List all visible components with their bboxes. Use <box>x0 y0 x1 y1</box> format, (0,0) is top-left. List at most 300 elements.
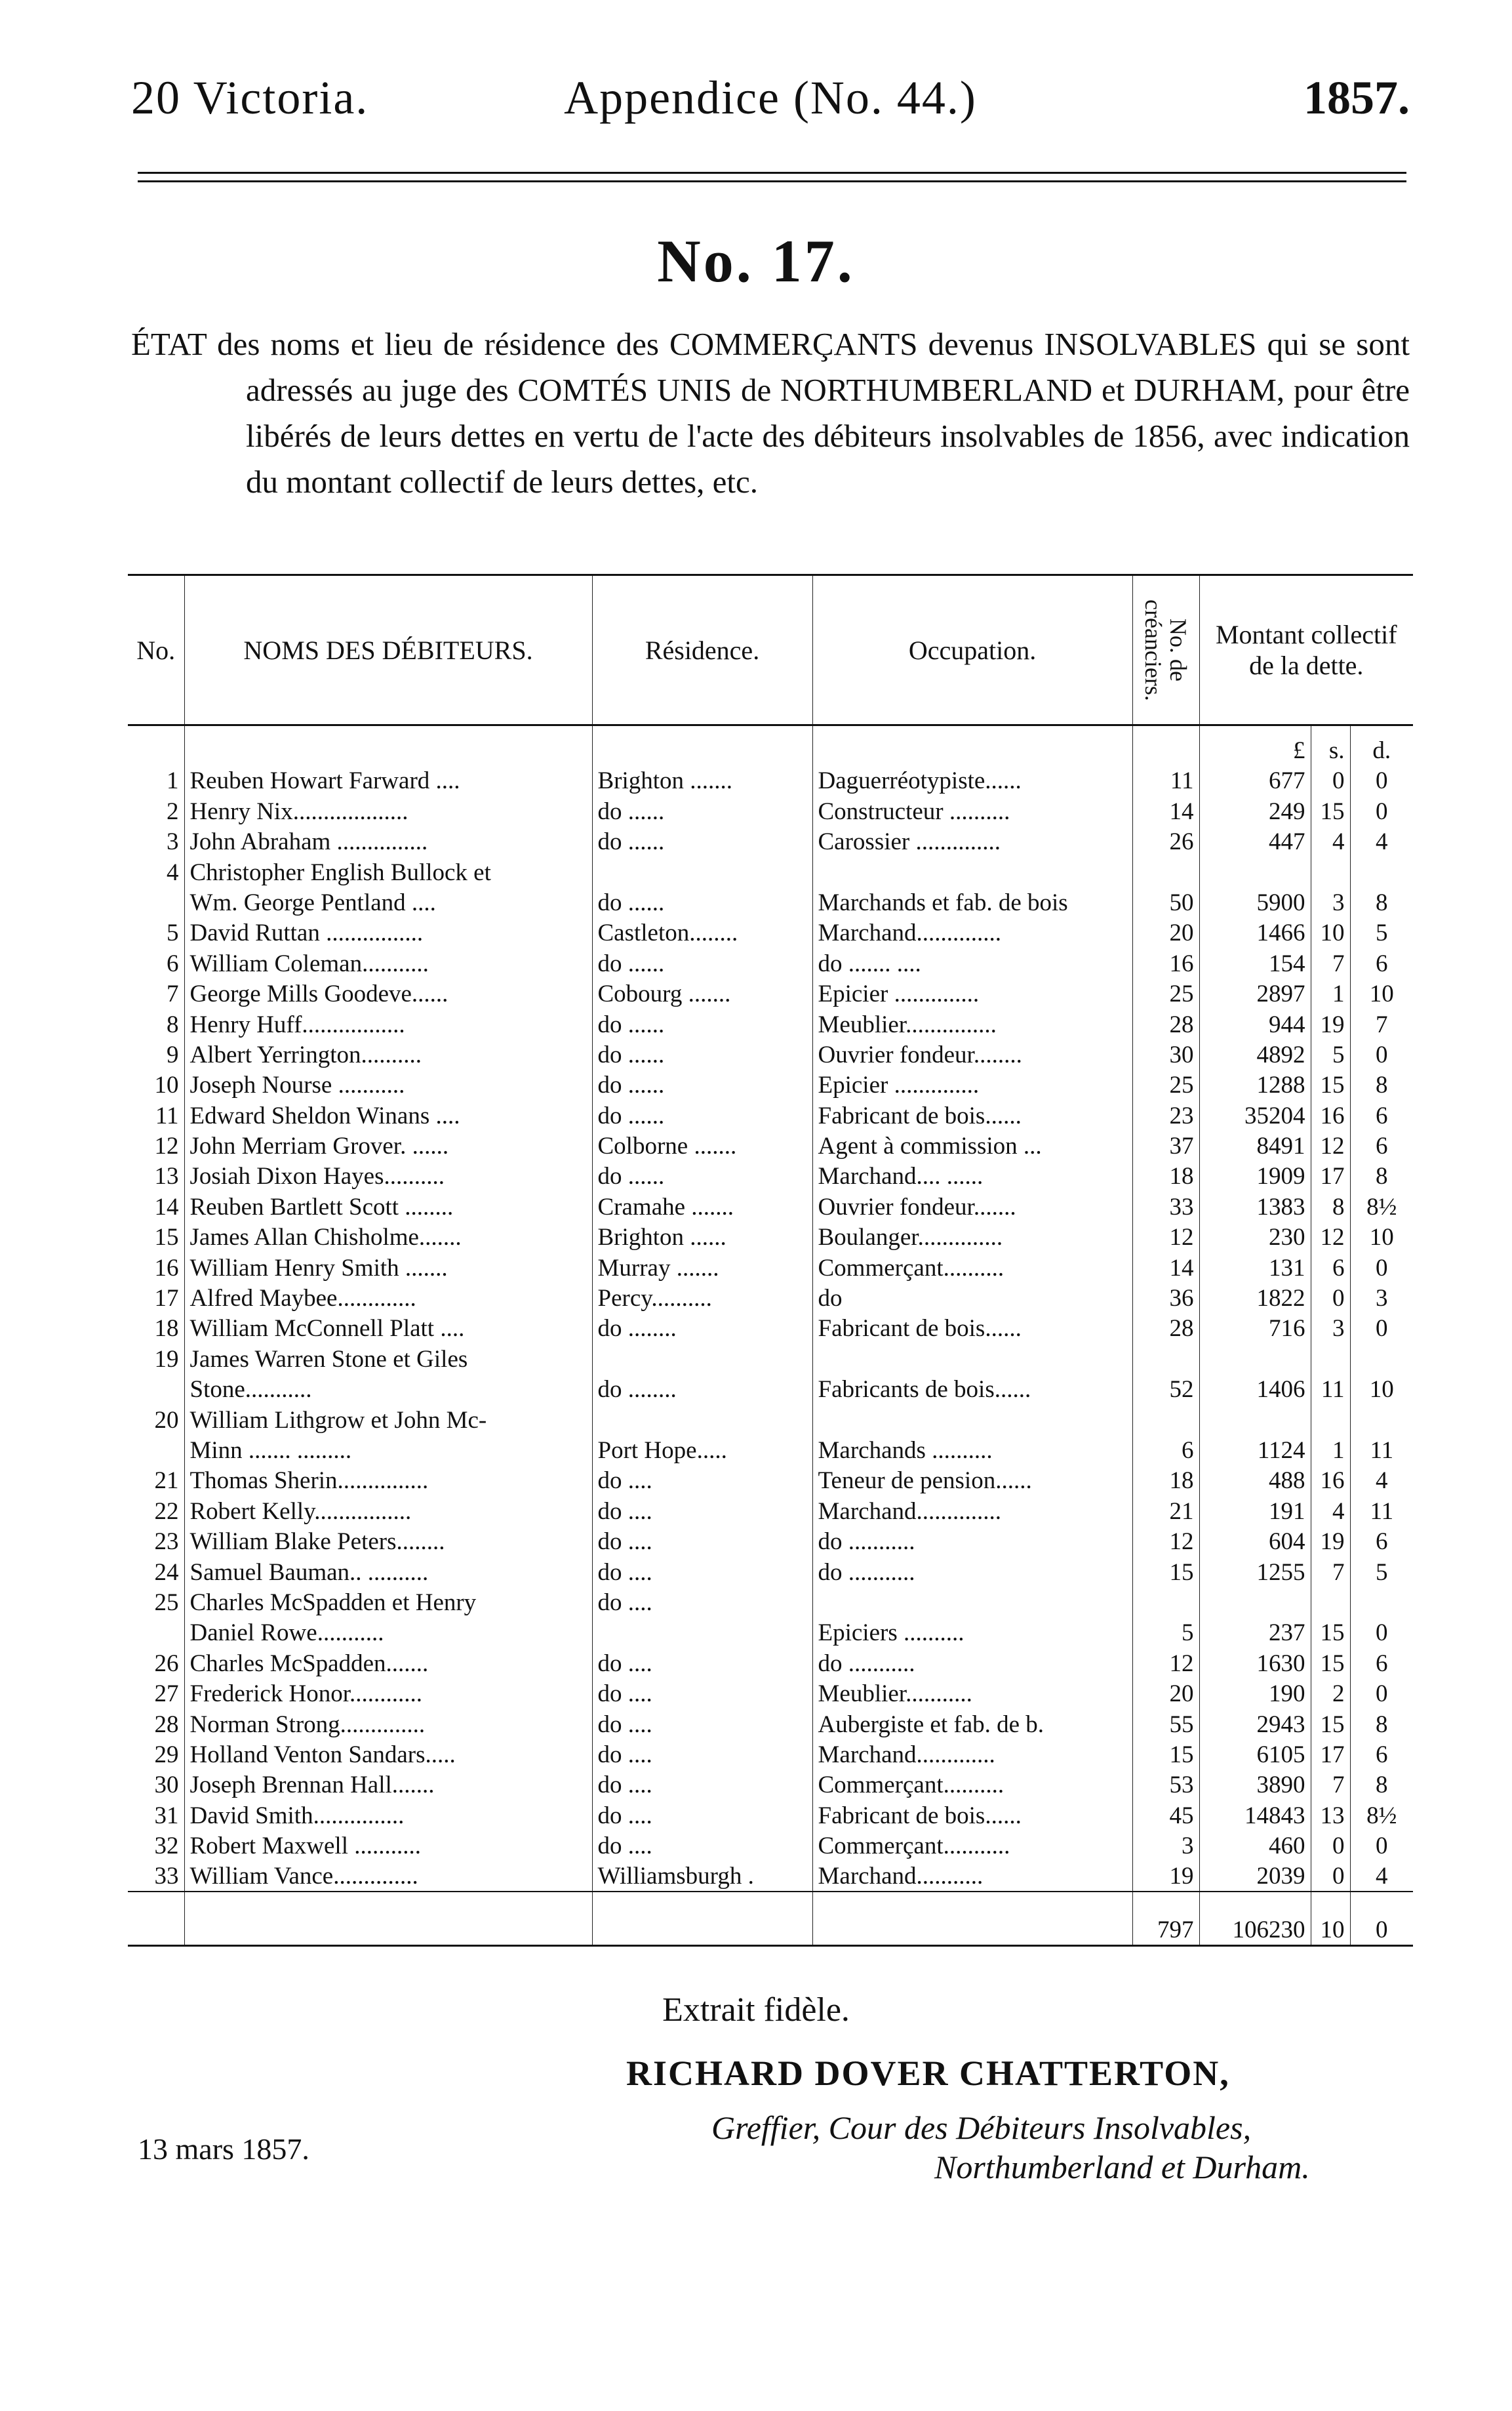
row-shillings: 17 <box>1311 1161 1350 1191</box>
row-residence: do ...... <box>592 1009 812 1039</box>
row-occupation: do ........... <box>812 1556 1132 1587</box>
row-occupation <box>812 857 1132 887</box>
header-session: 20 Victoria. <box>131 71 369 124</box>
row-occupation: Boulanger.............. <box>812 1222 1132 1252</box>
row-pounds: 944 <box>1199 1009 1311 1039</box>
row-occupation: Marchand........... <box>812 1861 1132 1892</box>
signer-name: RICHARD DOVER CHATTERTON, <box>626 2054 1230 2093</box>
row-occupation: Marchand.... ...... <box>812 1161 1132 1191</box>
debtors-table <box>128 574 1413 1947</box>
row-residence: Castleton........ <box>592 918 812 948</box>
row-residence: do ...... <box>592 887 812 918</box>
row-occupation: Fabricants de bois...... <box>812 1374 1132 1404</box>
row-shillings: 1 <box>1311 979 1350 1009</box>
row-pence <box>1350 1404 1413 1434</box>
row-debtor-name: Reuben Howart Farward .... <box>184 765 592 796</box>
row-pounds <box>1199 1404 1311 1434</box>
row-debtor-name: Charles McSpadden....... <box>184 1648 592 1678</box>
row-shillings: 2 <box>1311 1678 1350 1709</box>
row-pence: 0 <box>1350 1617 1413 1648</box>
row-pence: 0 <box>1350 1313 1413 1343</box>
row-shillings: 0 <box>1311 1283 1350 1313</box>
row-no: 27 <box>154 1680 179 1708</box>
row-no: 4 <box>167 859 179 886</box>
row-pounds <box>1199 1343 1311 1373</box>
row-creditors: 15 <box>1132 1739 1199 1770</box>
row-creditors: 20 <box>1132 918 1199 948</box>
row-shillings: 11 <box>1311 1374 1350 1404</box>
row-pence: 5 <box>1350 918 1413 948</box>
row-pence: 0 <box>1350 1040 1413 1070</box>
row-creditors: 18 <box>1132 1161 1199 1191</box>
table-row <box>128 1831 1413 1861</box>
row-creditors: 36 <box>1132 1283 1199 1313</box>
row-pence: 6 <box>1350 1100 1413 1130</box>
table-row <box>128 1770 1413 1800</box>
row-pounds: 191 <box>1199 1495 1311 1526</box>
row-creditors: 23 <box>1132 1100 1199 1130</box>
row-occupation <box>812 1404 1132 1434</box>
row-creditors: 52 <box>1132 1374 1199 1404</box>
row-debtor-name: Edward Sheldon Winans .... <box>184 1100 592 1130</box>
row-no: 32 <box>154 1833 179 1860</box>
row-shillings: 7 <box>1311 948 1350 978</box>
row-shillings: 19 <box>1311 1526 1350 1556</box>
row-no: 6 <box>167 950 179 977</box>
row-pence: 4 <box>1350 1465 1413 1495</box>
row-debtor-name: William Coleman........... <box>184 948 592 978</box>
row-residence <box>592 857 812 887</box>
row-no: 13 <box>154 1163 179 1190</box>
row-occupation <box>812 1343 1132 1373</box>
row-creditors: 18 <box>1132 1465 1199 1495</box>
row-no: 18 <box>154 1315 179 1343</box>
row-no: 15 <box>154 1224 179 1251</box>
row-debtor-name: Frederick Honor............ <box>184 1678 592 1709</box>
row-residence: do .... <box>592 1770 812 1800</box>
col-header-amount: Montant collectif de la dette. <box>1199 575 1413 725</box>
row-creditors: 28 <box>1132 1009 1199 1039</box>
table-row <box>128 1739 1413 1770</box>
table-row <box>128 1648 1413 1678</box>
row-occupation: Epicier .............. <box>812 979 1132 1009</box>
row-creditors: 5 <box>1132 1617 1199 1648</box>
row-no: 31 <box>154 1802 179 1829</box>
row-pence: 5 <box>1350 1556 1413 1587</box>
row-pence: 6 <box>1350 1131 1413 1161</box>
row-pounds: 3890 <box>1199 1770 1311 1800</box>
row-no: 2 <box>167 798 179 825</box>
row-debtor-name: Thomas Sherin............... <box>184 1465 592 1495</box>
row-debtor-name: William Henry Smith ....... <box>184 1252 592 1282</box>
row-occupation: Marchand............. <box>812 1739 1132 1770</box>
total-pence: 0 <box>1350 1892 1413 1946</box>
row-residence <box>592 1404 812 1434</box>
row-residence: do .... <box>592 1495 812 1526</box>
row-pence: 0 <box>1350 1252 1413 1282</box>
row-pence: 8½ <box>1350 1191 1413 1221</box>
table-row <box>128 1526 1413 1556</box>
table-row <box>128 1131 1413 1161</box>
row-pounds: 1909 <box>1199 1161 1311 1191</box>
table-row <box>128 796 1413 826</box>
row-pounds: 190 <box>1199 1678 1311 1709</box>
table-row <box>128 1587 1413 1617</box>
units-row <box>128 725 1413 766</box>
row-occupation: Ouvrier fondeur........ <box>812 1040 1132 1070</box>
row-occupation: Marchand.............. <box>812 918 1132 948</box>
row-debtor-name: James Warren Stone et Giles <box>184 1343 592 1373</box>
row-creditors: 6 <box>1132 1435 1199 1465</box>
row-no: 9 <box>167 1041 179 1068</box>
row-debtor-name: Daniel Rowe........... <box>184 1617 592 1648</box>
row-no: 11 <box>155 1102 179 1129</box>
row-occupation: Marchands .......... <box>812 1435 1132 1465</box>
row-occupation: do ........... <box>812 1648 1132 1678</box>
total-pounds: 106230 <box>1199 1892 1311 1946</box>
table-row <box>128 1556 1413 1587</box>
document-date: 13 mars 1857. <box>138 2132 309 2166</box>
row-no: 7 <box>167 981 179 1008</box>
row-occupation: Commerçant.......... <box>812 1252 1132 1282</box>
table-row <box>128 979 1413 1009</box>
row-creditors: 33 <box>1132 1191 1199 1221</box>
row-no: 10 <box>154 1072 179 1099</box>
row-creditors: 3 <box>1132 1831 1199 1861</box>
row-pence <box>1350 1343 1413 1373</box>
table-row <box>128 1283 1413 1313</box>
row-shillings <box>1311 1404 1350 1434</box>
row-pounds: 237 <box>1199 1617 1311 1648</box>
row-residence: do .... <box>592 1587 812 1617</box>
row-residence: do ........ <box>592 1313 812 1343</box>
row-occupation: do ........... <box>812 1526 1132 1556</box>
row-shillings: 17 <box>1311 1739 1350 1770</box>
row-occupation: Aubergiste et fab. de b. <box>812 1709 1132 1739</box>
row-pounds: 2039 <box>1199 1861 1311 1892</box>
row-shillings: 0 <box>1311 1831 1350 1861</box>
row-pounds: 154 <box>1199 948 1311 978</box>
row-debtor-name: Robert Kelly................ <box>184 1495 592 1526</box>
row-occupation: Agent à commission ... <box>812 1131 1132 1161</box>
row-residence: do ...... <box>592 948 812 978</box>
row-shillings: 19 <box>1311 1009 1350 1039</box>
row-no <box>128 1374 184 1404</box>
row-pence: 3 <box>1350 1283 1413 1313</box>
row-debtor-name: Christopher English Bullock et <box>184 857 592 887</box>
row-debtor-name: Norman Strong.............. <box>184 1709 592 1739</box>
table-row <box>128 1861 1413 1892</box>
row-occupation: Commerçant........... <box>812 1831 1132 1861</box>
row-residence: do ...... <box>592 796 812 826</box>
header-year: 1857. <box>1303 71 1410 124</box>
row-occupation: do ....... .... <box>812 948 1132 978</box>
row-debtor-name: William Blake Peters........ <box>184 1526 592 1556</box>
row-pence: 0 <box>1350 796 1413 826</box>
header-rule-bottom <box>138 180 1406 182</box>
row-pounds: 14843 <box>1199 1800 1311 1830</box>
row-residence: do ...... <box>592 1100 812 1130</box>
row-pounds: 5900 <box>1199 887 1311 918</box>
table-row <box>128 1465 1413 1495</box>
row-pence: 4 <box>1350 1861 1413 1892</box>
row-shillings: 3 <box>1311 1313 1350 1343</box>
row-no: 19 <box>154 1345 179 1373</box>
row-no <box>128 1617 184 1648</box>
row-pence <box>1350 1587 1413 1617</box>
row-pence: 6 <box>1350 948 1413 978</box>
row-pounds: 8491 <box>1199 1131 1311 1161</box>
row-debtor-name: David Ruttan ................ <box>184 918 592 948</box>
row-pence: 0 <box>1350 1678 1413 1709</box>
row-residence: do ...... <box>592 1040 812 1070</box>
row-occupation: Ouvrier fondeur....... <box>812 1191 1132 1221</box>
row-shillings <box>1311 857 1350 887</box>
row-no <box>128 1435 184 1465</box>
row-occupation: Meublier............... <box>812 1009 1132 1039</box>
row-pence: 10 <box>1350 1222 1413 1252</box>
row-shillings <box>1311 1587 1350 1617</box>
row-debtor-name: James Allan Chisholme....... <box>184 1222 592 1252</box>
row-shillings: 4 <box>1311 826 1350 857</box>
row-no: 30 <box>154 1772 179 1799</box>
row-no: 25 <box>154 1589 179 1616</box>
row-occupation: Marchand.............. <box>812 1495 1132 1526</box>
row-pence: 8 <box>1350 1161 1413 1191</box>
table-header-row <box>128 575 1413 725</box>
row-no: 8 <box>167 1011 179 1038</box>
row-pounds: 2897 <box>1199 979 1311 1009</box>
row-shillings: 4 <box>1311 1495 1350 1526</box>
unit-shillings: s. <box>1311 725 1350 766</box>
row-residence <box>592 1343 812 1373</box>
table-row <box>128 826 1413 857</box>
row-pounds: 1822 <box>1199 1283 1311 1313</box>
table-row <box>128 918 1413 948</box>
row-occupation: Fabricant de bois...... <box>812 1313 1132 1343</box>
table-row <box>128 857 1413 887</box>
table-row <box>128 1709 1413 1739</box>
col-header-occupation: Occupation. <box>812 575 1132 725</box>
table-row <box>128 1161 1413 1191</box>
row-shillings: 15 <box>1311 796 1350 826</box>
row-shillings: 0 <box>1311 1861 1350 1892</box>
table-row <box>128 765 1413 796</box>
table-row <box>128 1313 1413 1343</box>
table-row <box>128 1404 1413 1434</box>
row-pounds: 460 <box>1199 1831 1311 1861</box>
signer-role-line2: Northumberland et Durham. <box>934 2149 1310 2185</box>
row-pounds: 716 <box>1199 1313 1311 1343</box>
row-shillings: 15 <box>1311 1648 1350 1678</box>
extrait-fidele: Extrait fidèle. <box>662 1991 850 2029</box>
row-debtor-name: John Abraham ............... <box>184 826 592 857</box>
row-occupation: Teneur de pension...... <box>812 1465 1132 1495</box>
row-debtor-name: Reuben Bartlett Scott ........ <box>184 1191 592 1221</box>
row-shillings: 16 <box>1311 1100 1350 1130</box>
row-creditors: 14 <box>1132 1252 1199 1282</box>
table-row <box>128 1495 1413 1526</box>
table-row <box>128 1678 1413 1709</box>
page-header <box>131 71 1410 143</box>
row-shillings: 8 <box>1311 1191 1350 1221</box>
row-creditors <box>1132 1404 1199 1434</box>
row-pounds: 1288 <box>1199 1070 1311 1100</box>
row-pounds: 604 <box>1199 1526 1311 1556</box>
row-residence: Cobourg ....... <box>592 979 812 1009</box>
col-header-creditors <box>1132 575 1199 725</box>
row-pence <box>1350 857 1413 887</box>
row-pence: 10 <box>1350 979 1413 1009</box>
row-residence: do ...... <box>592 1161 812 1191</box>
row-creditors: 12 <box>1132 1526 1199 1556</box>
header-rule-top <box>138 172 1406 174</box>
table-row <box>128 1800 1413 1830</box>
row-pence: 6 <box>1350 1739 1413 1770</box>
col-header-no: No. <box>128 575 184 725</box>
table-row <box>128 1222 1413 1252</box>
table-row <box>128 1191 1413 1221</box>
row-occupation: Marchands et fab. de bois <box>812 887 1132 918</box>
row-debtor-name: William Lithgrow et John Mc- <box>184 1404 592 1434</box>
col-header-creditors-text: No. de créanciers. <box>1140 599 1191 701</box>
row-debtor-name: Minn ....... ......... <box>184 1435 592 1465</box>
row-pounds: 1406 <box>1199 1374 1311 1404</box>
row-shillings: 12 <box>1311 1222 1350 1252</box>
row-creditors <box>1132 1343 1199 1373</box>
row-shillings: 16 <box>1311 1465 1350 1495</box>
row-shillings: 15 <box>1311 1709 1350 1739</box>
row-creditors: 26 <box>1132 826 1199 857</box>
row-residence: Cramahe ....... <box>592 1191 812 1221</box>
row-pounds: 1124 <box>1199 1435 1311 1465</box>
row-debtor-name: George Mills Goodeve...... <box>184 979 592 1009</box>
row-pence: 10 <box>1350 1374 1413 1404</box>
table-row <box>128 1617 1413 1648</box>
row-residence: do .... <box>592 1739 812 1770</box>
row-debtor-name: David Smith............... <box>184 1800 592 1830</box>
row-shillings: 1 <box>1311 1435 1350 1465</box>
row-residence: do ...... <box>592 826 812 857</box>
row-residence: do .... <box>592 1526 812 1556</box>
row-pence: 8 <box>1350 887 1413 918</box>
row-no: 22 <box>154 1497 179 1525</box>
row-residence: do .... <box>592 1709 812 1739</box>
row-no: 1 <box>167 767 179 795</box>
row-pence: 11 <box>1350 1435 1413 1465</box>
row-pounds: 35204 <box>1199 1100 1311 1130</box>
row-residence <box>592 1617 812 1648</box>
row-no: 21 <box>154 1467 179 1495</box>
row-creditors: 16 <box>1132 948 1199 978</box>
row-occupation: Epicier .............. <box>812 1070 1132 1100</box>
row-no: 14 <box>154 1193 179 1221</box>
row-no: 29 <box>154 1741 179 1768</box>
table-row <box>128 1009 1413 1039</box>
row-shillings: 0 <box>1311 765 1350 796</box>
total-creditors: 797 <box>1132 1892 1199 1946</box>
row-residence: do .... <box>592 1556 812 1587</box>
row-pounds: 249 <box>1199 796 1311 826</box>
row-no: 20 <box>154 1406 179 1434</box>
row-debtor-name: John Merriam Grover. ...... <box>184 1131 592 1161</box>
row-pence: 8 <box>1350 1709 1413 1739</box>
row-shillings: 12 <box>1311 1131 1350 1161</box>
row-pounds: 4892 <box>1199 1040 1311 1070</box>
row-residence: Percy.......... <box>592 1283 812 1313</box>
row-debtor-name: William McConnell Platt .... <box>184 1313 592 1343</box>
row-residence: Colborne ....... <box>592 1131 812 1161</box>
row-creditors: 53 <box>1132 1770 1199 1800</box>
unit-pence: d. <box>1350 725 1413 766</box>
row-creditors: 11 <box>1132 765 1199 796</box>
table-row <box>128 887 1413 918</box>
row-pounds <box>1199 1587 1311 1617</box>
row-residence: do ........ <box>592 1374 812 1404</box>
row-debtor-name: Joseph Brennan Hall....... <box>184 1770 592 1800</box>
row-debtor-name: Henry Nix................... <box>184 796 592 826</box>
row-no: 23 <box>154 1528 179 1556</box>
row-no: 26 <box>154 1650 179 1677</box>
row-occupation: Constructeur .......... <box>812 796 1132 826</box>
row-no: 16 <box>154 1254 179 1282</box>
row-shillings: 15 <box>1311 1070 1350 1100</box>
row-debtor-name: Holland Venton Sandars..... <box>184 1739 592 1770</box>
row-pence: 4 <box>1350 826 1413 857</box>
row-pence: 6 <box>1350 1648 1413 1678</box>
row-residence: do .... <box>592 1648 812 1678</box>
row-residence: do .... <box>592 1465 812 1495</box>
table-row <box>128 1070 1413 1100</box>
row-debtor-name: Wm. George Pentland .... <box>184 887 592 918</box>
row-residence: do .... <box>592 1800 812 1830</box>
row-pounds: 1630 <box>1199 1648 1311 1678</box>
table-row <box>128 1252 1413 1282</box>
row-occupation: Fabricant de bois...... <box>812 1100 1132 1130</box>
row-creditors: 12 <box>1132 1648 1199 1678</box>
row-creditors: 20 <box>1132 1678 1199 1709</box>
row-creditors: 15 <box>1132 1556 1199 1587</box>
row-creditors: 55 <box>1132 1709 1199 1739</box>
table-row <box>128 1374 1413 1404</box>
row-pounds: 677 <box>1199 765 1311 796</box>
row-residence: Brighton ....... <box>592 765 812 796</box>
row-pounds: 131 <box>1199 1252 1311 1282</box>
row-creditors: 45 <box>1132 1800 1199 1830</box>
row-pence: 8 <box>1350 1770 1413 1800</box>
row-occupation <box>812 1587 1132 1617</box>
row-shillings: 10 <box>1311 918 1350 948</box>
unit-pounds: £ <box>1199 725 1311 766</box>
row-creditors: 21 <box>1132 1495 1199 1526</box>
row-pounds: 1383 <box>1199 1191 1311 1221</box>
row-pence: 11 <box>1350 1495 1413 1526</box>
table-row <box>128 1343 1413 1373</box>
row-residence: do .... <box>592 1678 812 1709</box>
document-number: No. 17. <box>657 228 855 294</box>
row-pounds: 447 <box>1199 826 1311 857</box>
row-occupation: Commerçant.......... <box>812 1770 1132 1800</box>
row-shillings <box>1311 1343 1350 1373</box>
row-shillings: 7 <box>1311 1770 1350 1800</box>
col-header-residence: Résidence. <box>592 575 812 725</box>
total-shillings: 10 <box>1311 1892 1350 1946</box>
row-debtor-name: Albert Yerrington.......... <box>184 1040 592 1070</box>
row-debtor-name: Henry Huff................. <box>184 1009 592 1039</box>
row-residence: Williamsburgh . <box>592 1861 812 1892</box>
row-no: 3 <box>167 828 179 856</box>
row-pounds: 230 <box>1199 1222 1311 1252</box>
